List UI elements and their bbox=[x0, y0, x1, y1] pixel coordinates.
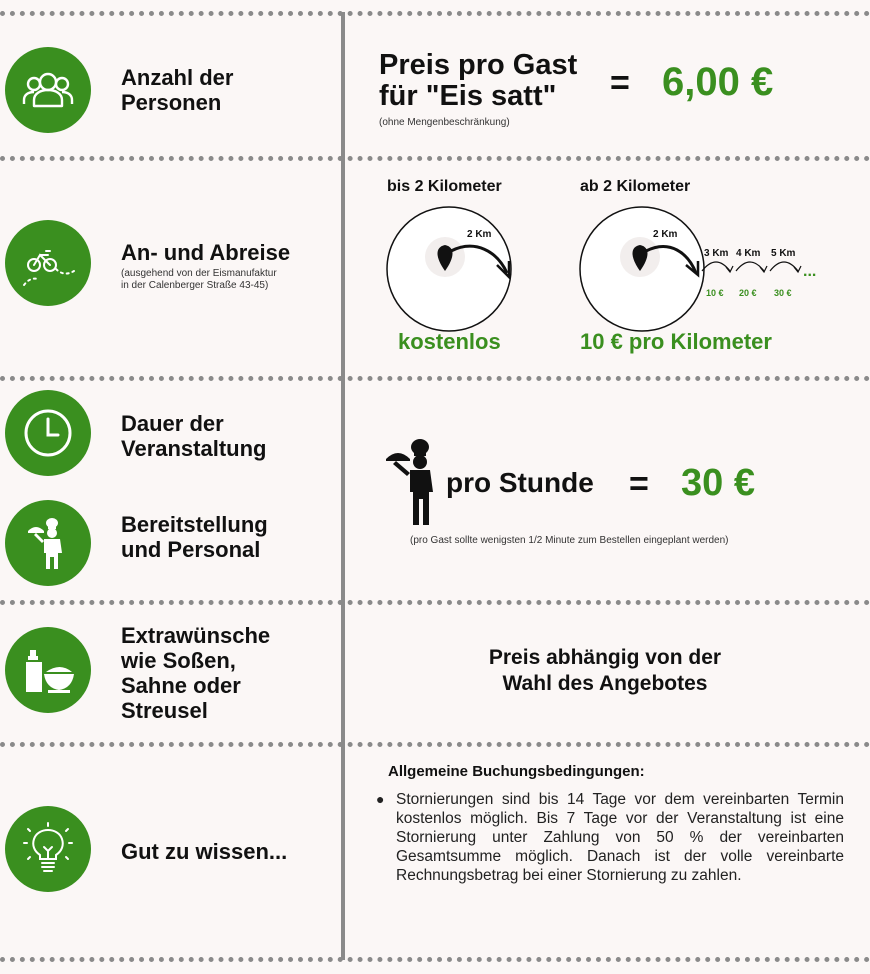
step-cost-10: 10 € bbox=[706, 288, 724, 298]
distance-diagram-free bbox=[385, 205, 515, 335]
bullet-dot: ● bbox=[376, 791, 385, 807]
bicycle-route-icon bbox=[5, 220, 91, 306]
right-km-label: 2 Km bbox=[653, 229, 678, 240]
divider-4 bbox=[0, 742, 870, 747]
waiter-figure-icon bbox=[384, 437, 440, 525]
price-per-hour: 30 € bbox=[681, 462, 755, 504]
price-title: Preis pro Gast für "Eis satt" bbox=[379, 49, 578, 112]
price-note: (ohne Mengenbeschränkung) bbox=[379, 117, 510, 128]
equals-sign: = bbox=[610, 64, 630, 102]
step-cost-30: 30 € bbox=[774, 288, 792, 298]
waiter-icon bbox=[5, 500, 91, 586]
step-km-5: 5 Km bbox=[771, 248, 796, 259]
hour-note: (pro Gast sollte wenigsten 1/2 Minute zum Bestellen eingeplant werden) bbox=[410, 535, 729, 546]
booking-text: Stornierungen sind bis 14 Tage vor dem vereinbarten Termin kostenlos möglich. Bis 7 Tage vor der Veranstaltung ist eine Stornierung unter Zahlung von 50 % der vereinbarten Gesamtsumme möglich. Danach ist der volle vereinbarte Rechnungsbetrag bei einer Stornierung zu zahlen. bbox=[396, 791, 844, 884]
sauce-bowl-icon bbox=[5, 627, 91, 713]
step-cost-20: 20 € bbox=[739, 288, 757, 298]
divider-top bbox=[0, 11, 870, 16]
column-divider bbox=[341, 12, 345, 960]
equals-sign-hour: = bbox=[629, 465, 649, 503]
clock-icon bbox=[5, 390, 91, 476]
divider-3 bbox=[0, 600, 870, 605]
booking-heading: Allgemeine Buchungsbedingungen: bbox=[388, 763, 645, 780]
row1-label: Anzahl der Personen bbox=[121, 65, 234, 115]
distance-diagram-paid bbox=[578, 205, 818, 335]
divider-bottom bbox=[0, 957, 870, 962]
step-km-4: 4 Km bbox=[736, 248, 761, 259]
row2-label: An- und Abreise bbox=[121, 240, 291, 265]
row3-label-duration: Dauer der Veranstaltung bbox=[121, 411, 267, 461]
divider-1 bbox=[0, 156, 870, 161]
row2-sublabel: (ausgehend von der Eismanufaktur in der Calenberger Straße 43-45) bbox=[121, 268, 277, 291]
step-km-3: 3 Km bbox=[704, 248, 729, 259]
row3-label-staff: Bereitstellung und Personal bbox=[121, 512, 268, 562]
lightbulb-icon bbox=[5, 806, 91, 892]
left-heading: bis 2 Kilometer bbox=[387, 178, 502, 195]
people-icon bbox=[5, 47, 91, 133]
row5-label: Gut zu wissen... bbox=[121, 839, 288, 864]
paid-result: 10 € pro Kilometer bbox=[580, 329, 772, 354]
ellipsis: ... bbox=[803, 263, 817, 280]
extras-price-text: Preis abhängig von der Wahl des Angebotes bbox=[488, 646, 722, 695]
free-result: kostenlos bbox=[398, 329, 501, 354]
row4-label: Extrawünsche wie Soßen, Sahne oder Streusel bbox=[121, 623, 271, 723]
price-per-guest: 6,00 € bbox=[662, 60, 774, 104]
divider-2 bbox=[0, 376, 870, 381]
right-heading: ab 2 Kilometer bbox=[580, 178, 691, 195]
left-km-label: 2 Km bbox=[467, 229, 492, 240]
per-hour-label: pro Stunde bbox=[446, 467, 594, 498]
booking-bullet bbox=[376, 790, 844, 885]
